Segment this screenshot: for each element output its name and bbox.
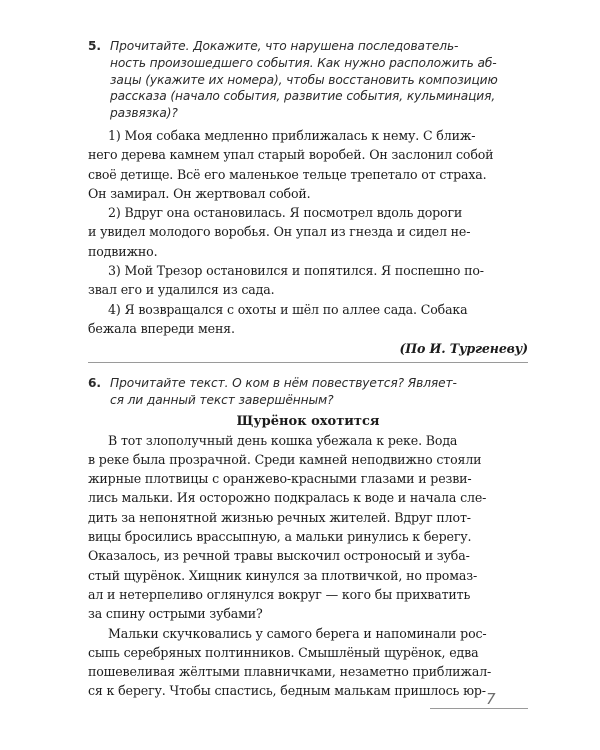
task-5-instruction bbox=[88, 38, 528, 122]
instruction-line: ся ли данный текст завершённым? bbox=[110, 392, 334, 407]
text-line: 1) Моя собака медленно приближалась к нему. С ближ- bbox=[108, 127, 476, 143]
text-line: своё детище. Всё его маленькое тельце трепетало от страха. bbox=[88, 166, 487, 182]
text-line: за спину острыми зубами? bbox=[88, 606, 263, 622]
task-6-text bbox=[88, 431, 528, 701]
text-line: жирные плотвицы с оранжево-красными глазами и резви- bbox=[88, 471, 472, 487]
instruction-line: ность произошедшего события. Как нужно расположить аб- bbox=[110, 55, 497, 70]
text-line: лись мальки. Ия осторожно подкралась к воде и начала сле- bbox=[88, 490, 487, 506]
instruction-line: рассказа (начало события, развитие события, кульминация, bbox=[110, 89, 496, 104]
text-line: звал его и удалился из сада. bbox=[88, 282, 275, 298]
instruction-line: Прочитайте. Докажите, что нарушена последователь- bbox=[110, 39, 459, 53]
text-line: в реке была прозрачной. Среди камней неподвижно стояли bbox=[88, 451, 482, 467]
task-6-instruction-lines bbox=[88, 375, 528, 409]
story-title: Щурёнок охотится bbox=[236, 413, 380, 429]
text-line: 4) Я возвращался с охоты и шёл по аллее сада. Собака bbox=[108, 301, 468, 317]
task-5-instruction-lines bbox=[88, 38, 528, 122]
section-divider bbox=[88, 362, 528, 363]
text-line: сыпь серебряных полтинников. Смышлёный щурёнок, едва bbox=[88, 644, 479, 660]
text-line: бежала впереди меня. bbox=[88, 320, 235, 336]
task-5 bbox=[88, 38, 528, 359]
text-line: и увидел молодого воробья. Он упал из гнезда и сидел не- bbox=[88, 224, 471, 240]
text-line: 3) Мой Трезор остановился и попятился. Я поспешно по- bbox=[108, 263, 484, 279]
text-line: Он замирал. Он жертвовал собой. bbox=[88, 185, 311, 201]
footer-rule bbox=[430, 708, 528, 709]
text-line: 2) Вдруг она остановилась. Я посмотрел вдоль дороги bbox=[108, 205, 463, 221]
task-6-number: 6. bbox=[88, 376, 101, 390]
text-line: дить за непонятной жизнью речных жителей. Вдруг плот- bbox=[88, 509, 471, 525]
text-line: вицы бросились врассыпную, а мальки ринулись к берегу. bbox=[88, 529, 472, 545]
text-line: В тот злополучный день кошка убежала к реке. Вода bbox=[108, 432, 458, 448]
text-line: ся к берегу. Чтобы спастись, бедным малькам пришлось юр- bbox=[88, 683, 486, 699]
text-line: него дерева камнем упал старый воробей. Он заслонил собой bbox=[88, 147, 494, 163]
task-5-text bbox=[88, 126, 528, 338]
task-5-number: 5. bbox=[88, 39, 101, 53]
text-line: ал и нетерпеливо оглянулся вокруг — кого бы прихватить bbox=[88, 586, 471, 602]
text-line: Оказалось, из речной травы выскочил остроносый и зуба- bbox=[88, 548, 470, 564]
task-6 bbox=[88, 375, 528, 701]
instruction-line: зацы (укажите их номера), чтобы восстановить композицию bbox=[110, 72, 498, 87]
page-number: 7 bbox=[486, 690, 496, 708]
text-line: пошевеливая жёлтыми плавничками, незаметно приближал- bbox=[88, 664, 492, 680]
task-5-attribution: (По И. Тургеневу) bbox=[399, 341, 528, 357]
task-6-instruction bbox=[88, 375, 528, 409]
text-line: стый щурёнок. Хищник кинулся за плотвичкой, но промаз- bbox=[88, 567, 478, 583]
instruction-line: развязка)? bbox=[110, 106, 178, 121]
instruction-line: Прочитайте текст. О ком в нём повествуется? Являет- bbox=[110, 376, 457, 390]
text-line: Мальки скучковались у самого берега и напоминали рос- bbox=[108, 625, 487, 641]
text-line: подвижно. bbox=[88, 243, 158, 259]
